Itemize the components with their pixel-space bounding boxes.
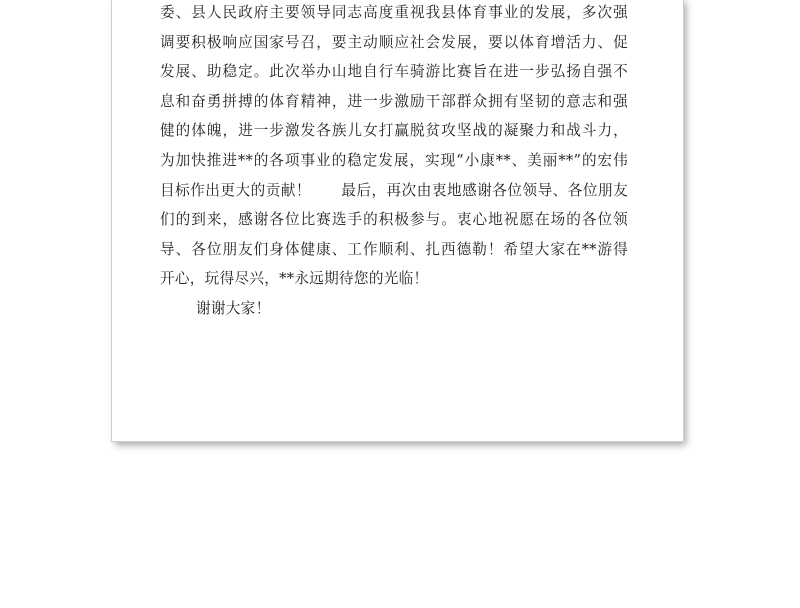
text-line: 开心，玩得尽兴，**永远期待您的光临！ bbox=[160, 270, 429, 288]
text-line: 息和奋勇拼搏的体育精神，进一步激励干部群众拥有坚韧的意志和强 bbox=[160, 92, 628, 110]
document-page bbox=[112, 0, 683, 441]
text-line: 委、县人民政府主要领导同志高度重视我县体育事业的发展，多次强 bbox=[160, 4, 628, 21]
text-line: 们的到来，感谢各位比赛选手的积极参与。衷心地祝愿在场的各位领 bbox=[160, 211, 628, 229]
text-line: 目标作出更大的贡献！ 最后，再次由衷地感谢各位领导、各位朋友 bbox=[160, 181, 628, 199]
text-line: 为加快推进**的各项事业的稳定发展，实现“小康**、美丽**”的宏伟 bbox=[160, 151, 628, 169]
body-paragraph bbox=[160, 0, 628, 324]
text-line: 健的体魄，进一步激发各族儿女打赢脱贫攻坚战的凝聚力和战斗力， bbox=[160, 122, 628, 140]
text-line: 导、各位朋友们身体健康、工作顺利、扎西德勒！希望大家在**游得 bbox=[160, 240, 628, 258]
text-line: 发展、助稳定。此次举办山地自行车骑游比赛旨在进一步弘扬自强不 bbox=[160, 63, 628, 81]
text-line: 调要积极响应国家号召，要主动顺应社会发展，要以体育增活力、促 bbox=[160, 33, 628, 51]
closing-text: 谢谢大家！ bbox=[196, 299, 271, 317]
